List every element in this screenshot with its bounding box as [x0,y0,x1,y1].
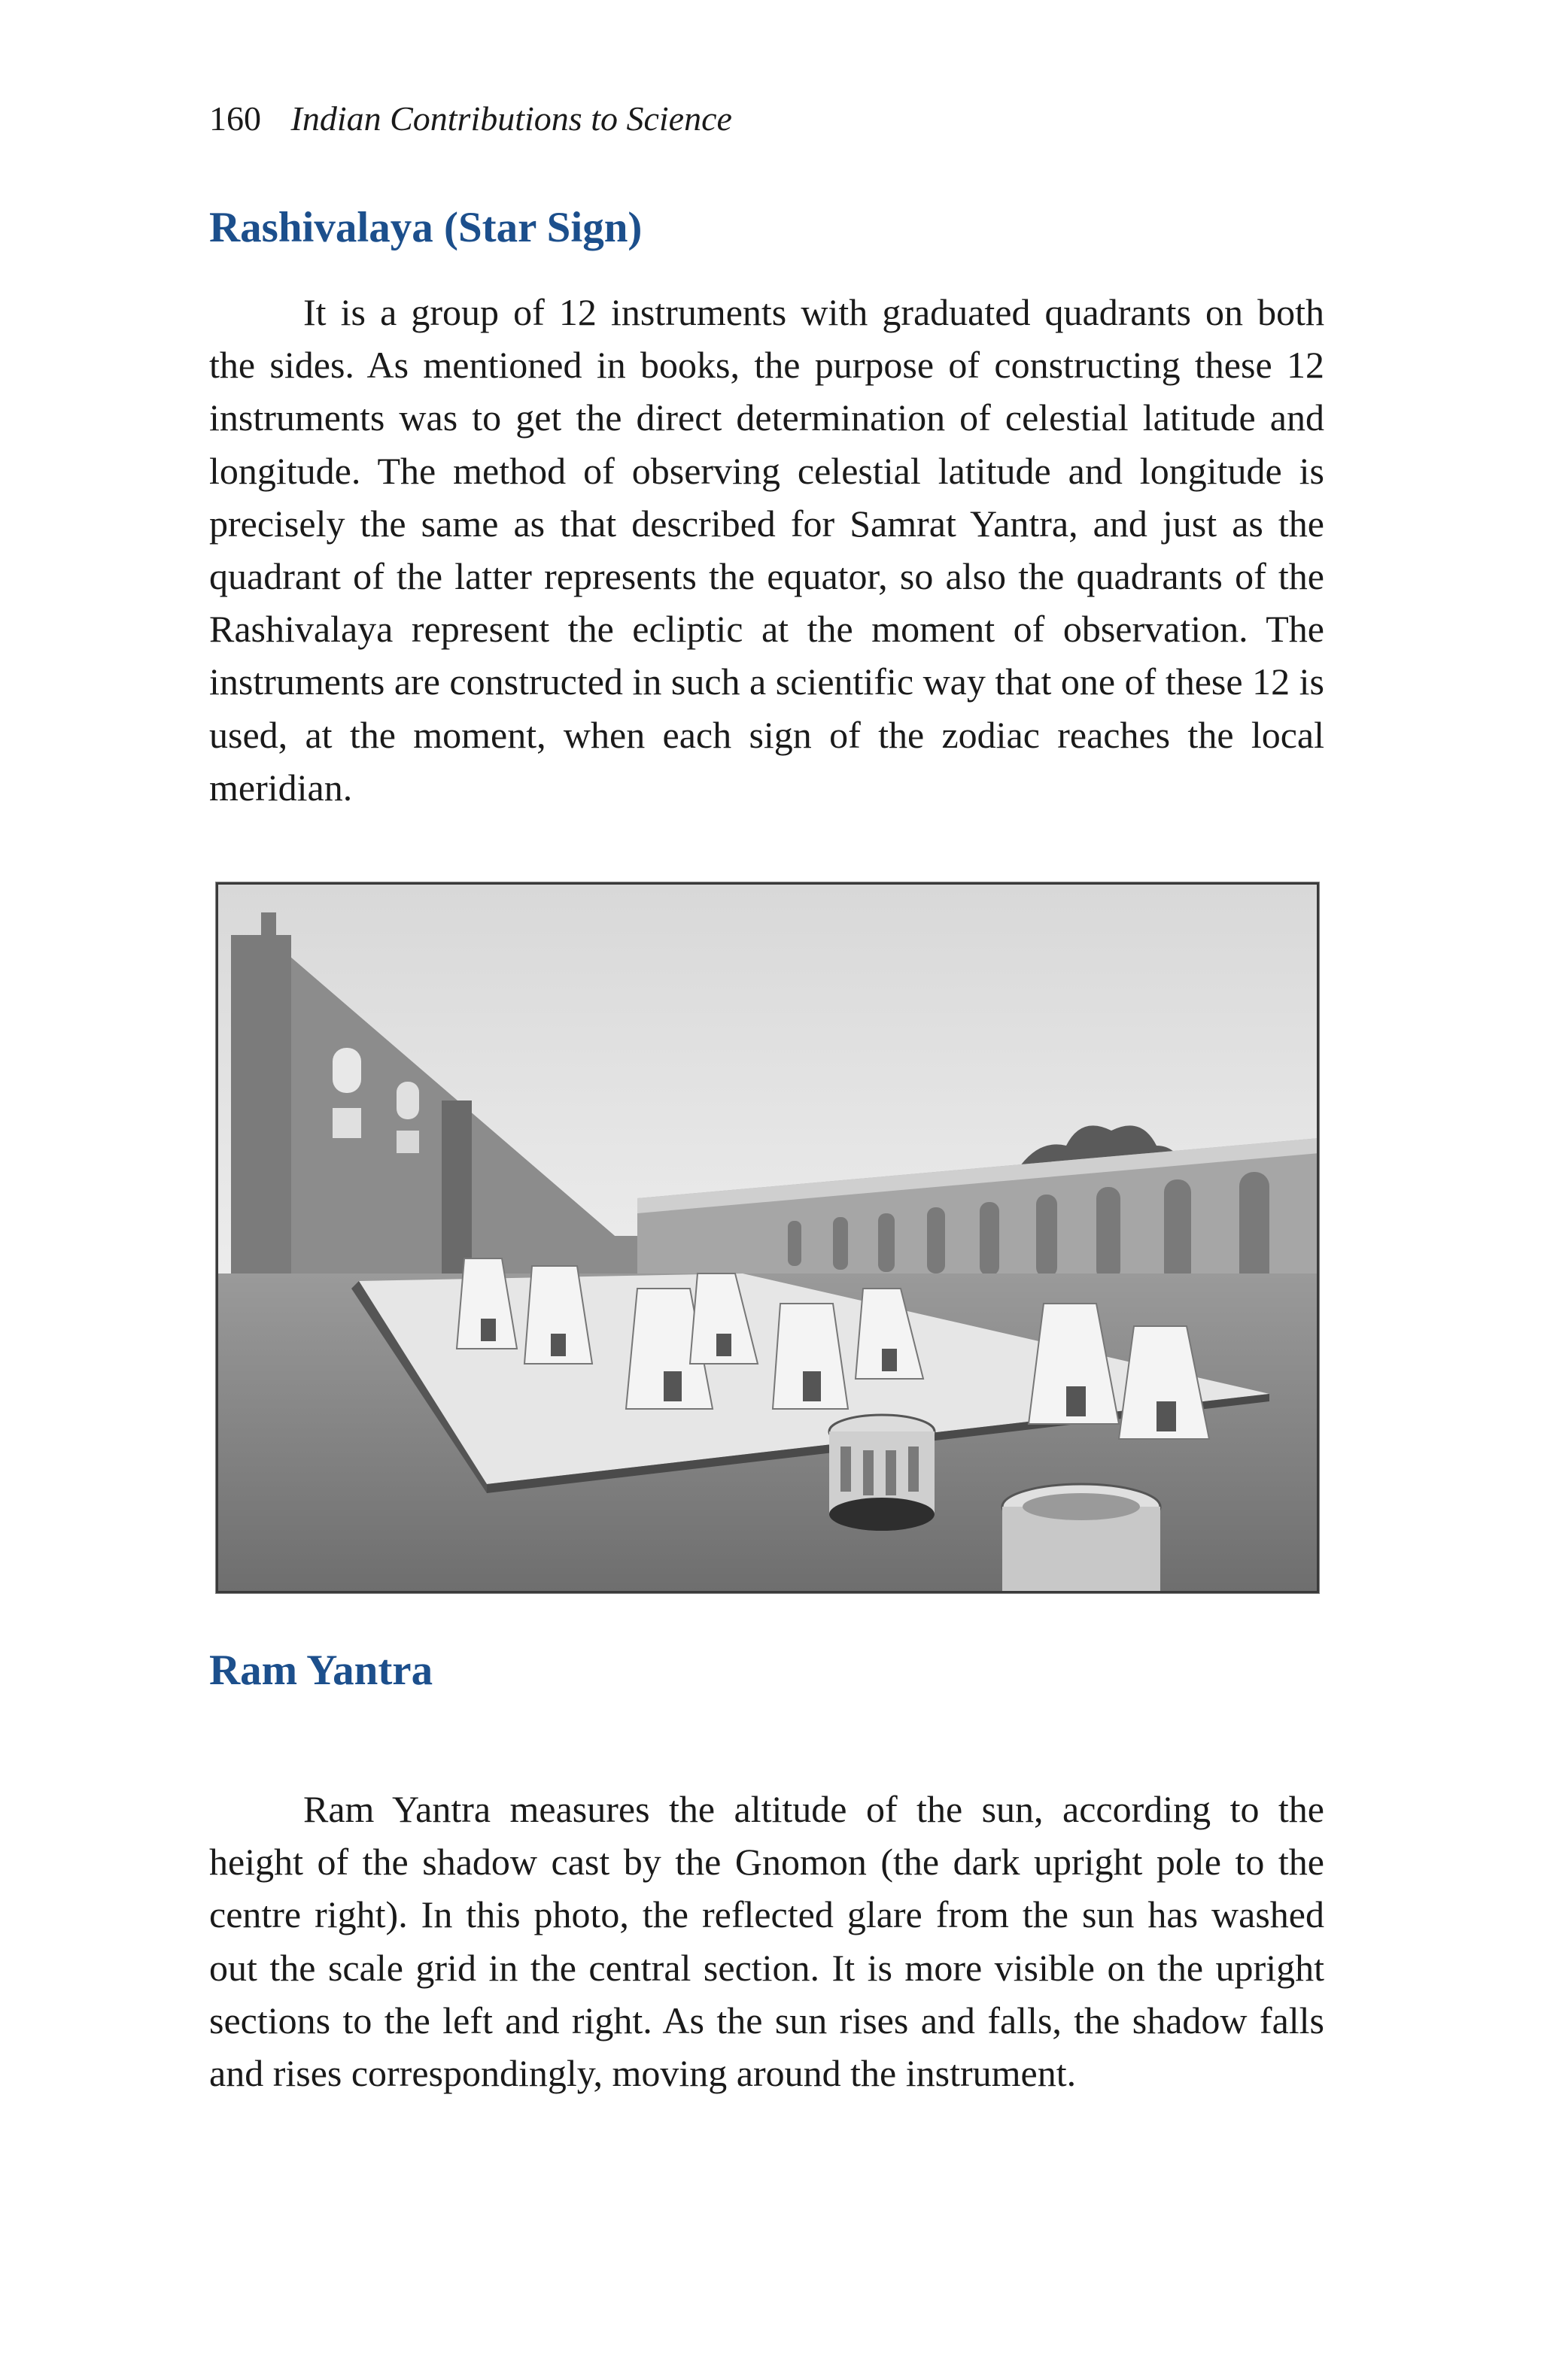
page-number: 160 [209,99,261,138]
book-title: Indian Contributions to Science [290,99,732,138]
running-head [209,96,732,141]
rashivalaya-photo-illustration [216,882,1319,1593]
paragraph-ram-yantra: Ram Yantra measures the altitude of the sun, according to the height of the shadow cast by the Gnomon (the dark upright pole to the centre right). In this photo, the reflected glare from the sun has washed out the scale grid in the central section. It is more visible on the upright sections to the left and right. As the sun rises and falls, the shadow falls and rises correspondingly, moving around the instrument. [209,1788,1324,2095]
section-heading-ram-yantra: Ram Yantra [209,1647,433,1694]
paragraph-rashivalaya: It is a group of 12 instruments with graduated quadrants on both the sides. As mentioned in books, the purpose of constructing these 12 instruments was to get the direct determination of celestial latitude and longitude. The method of observing celestial latitude and longitude is precisely the same as that described for Samrat Yantra, and just as the quadrant of the latter represents the equator, so also the quadrants of the Rashivalaya represent the ecliptic at the moment of observation. The instruments are constructed in such a scientific way that one of these 12 is used, at the moment, when each sign of the zodiac reaches the local meridian. [209,291,1324,809]
section-heading-rashivalaya: Rashivalaya (Star Sign) [209,204,643,251]
jantar-mantar-photo [215,882,1320,1594]
